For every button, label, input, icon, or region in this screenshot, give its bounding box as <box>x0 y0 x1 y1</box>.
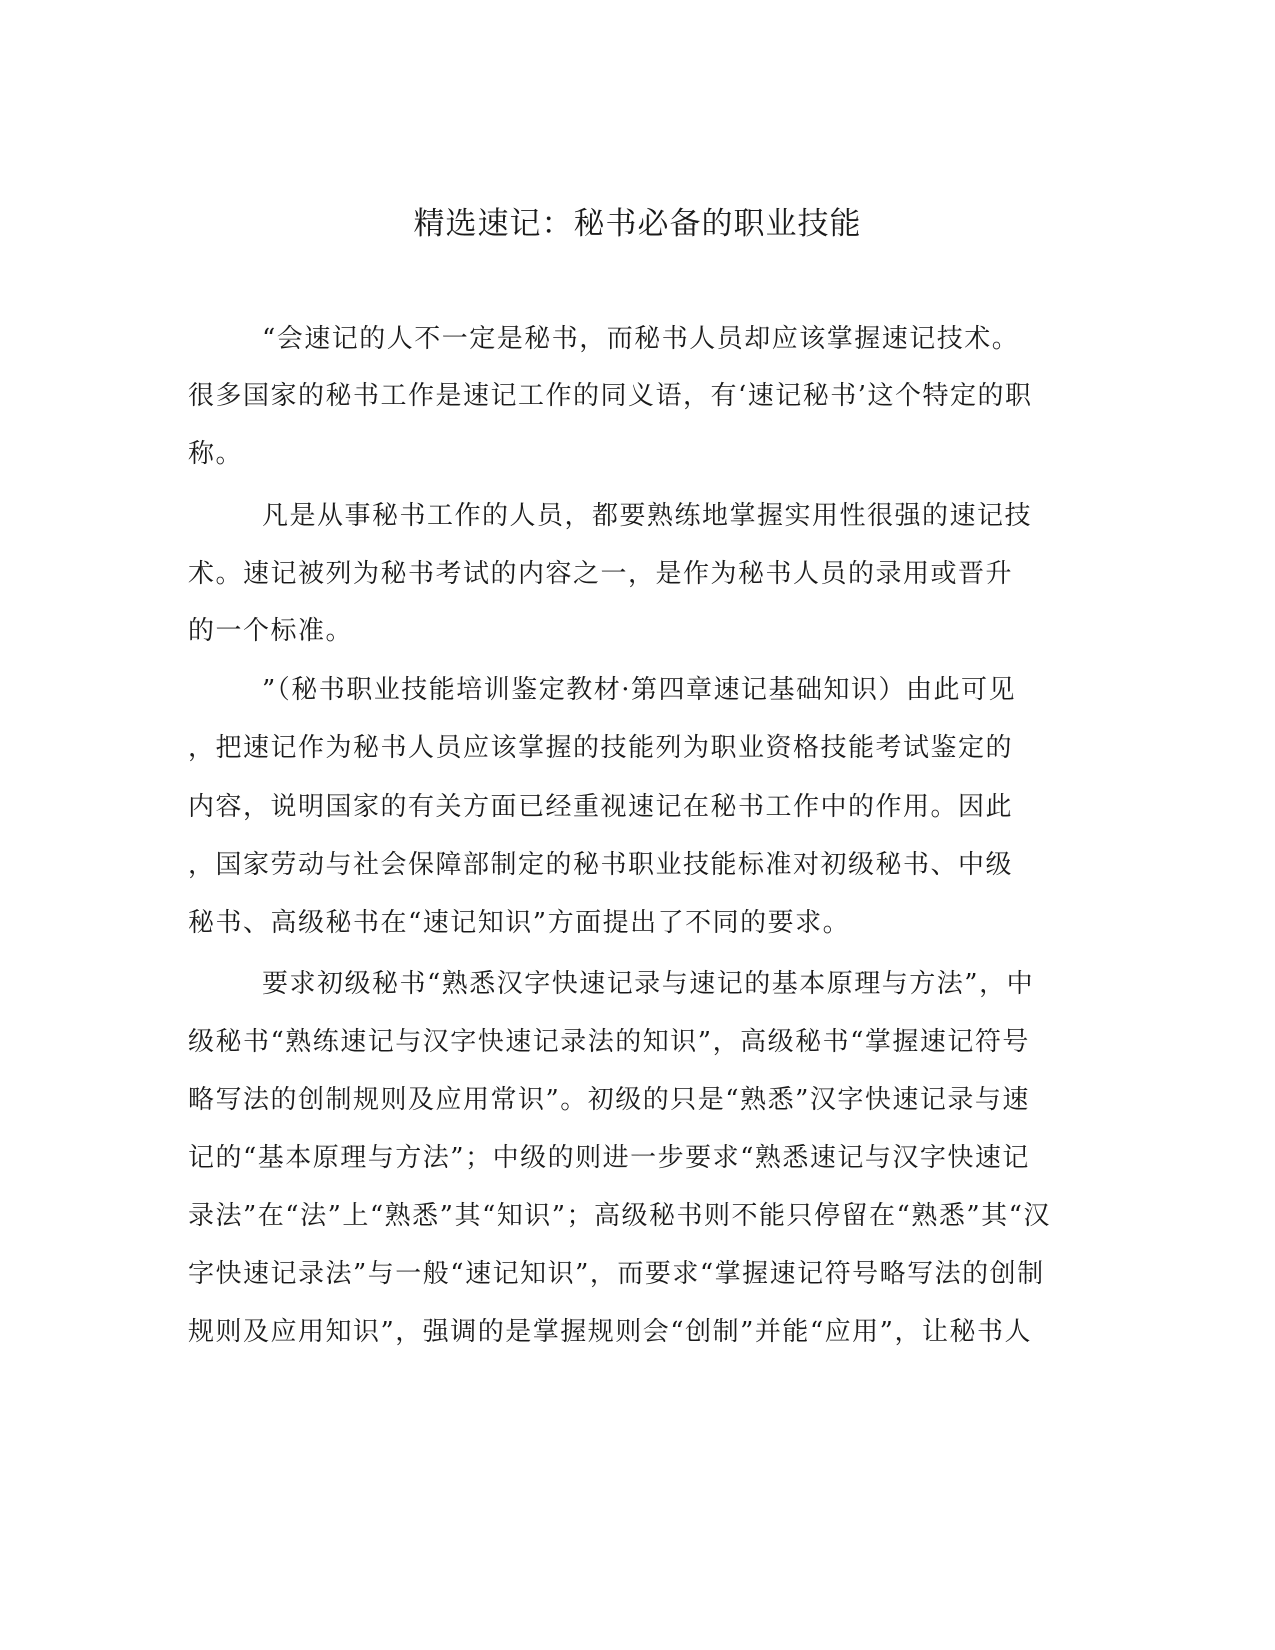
paragraph-line: ，把速记作为秘书人员应该掌握的技能列为职业资格技能考试鉴定的 <box>188 733 1014 763</box>
paragraph-line: 略写法的创制规则及应用常识”。初级的只是“熟悉”汉字快速记录与速 <box>188 1085 1030 1115</box>
paragraph-line: 要求初级秘书“熟悉汉字快速记录与速记的基本原理与方法”，中 <box>262 969 1035 999</box>
paragraph-line: 的一个标准。 <box>188 616 354 646</box>
paragraph-line: 称。 <box>188 439 244 469</box>
paragraph-line: 记的“基本原理与方法”；中级的则进一步要求“熟悉速记与汉字快速记 <box>188 1143 1030 1173</box>
paragraph-line: 级秘书“熟练速记与汉字快速记录法的知识”，高级秘书“掌握速记符号 <box>188 1027 1030 1057</box>
paragraph-line: 规则及应用知识”，强调的是掌握规则会“创制”并能“应用”，让秘书人 <box>188 1317 1032 1347</box>
paragraph-line: 秘书、高级秘书在“速记知识”方面提出了不同的要求。 <box>188 908 851 938</box>
document-title: 精选速记：秘书必备的职业技能 <box>413 206 862 242</box>
paragraph-line: 字快速记录法”与一般“速记知识”，而要求“掌握速记符号略写法的创制 <box>188 1259 1045 1289</box>
paragraph-line: 很多国家的秘书工作是速记工作的同义语，有‘速记秘书’这个特定的职 <box>188 381 1033 411</box>
paragraph-line: ”（秘书职业技能培训鉴定教材·第四章速记基础知识）由此可见 <box>262 675 1017 705</box>
paragraph-line: ，国家劳动与社会保障部制定的秘书职业技能标准对初级秘书、中级 <box>188 850 1014 880</box>
paragraph-line: 内容，说明国家的有关方面已经重视速记在秘书工作中的作用。因此 <box>188 792 1014 822</box>
paragraph-line: “会速记的人不一定是秘书，而秘书人员却应该掌握速记技术。 <box>262 324 1020 354</box>
paragraph-line: 术。速记被列为秘书考试的内容之一，是作为秘书人员的录用或晋升 <box>188 559 1014 589</box>
paragraph-line: 凡是从事秘书工作的人员，都要熟练地掌握实用性很强的速记技 <box>262 501 1033 531</box>
paragraph-line: 录法”在“法”上“熟悉”其“知识”；高级秘书则不能只停留在“熟悉”其“汉 <box>188 1201 1051 1231</box>
